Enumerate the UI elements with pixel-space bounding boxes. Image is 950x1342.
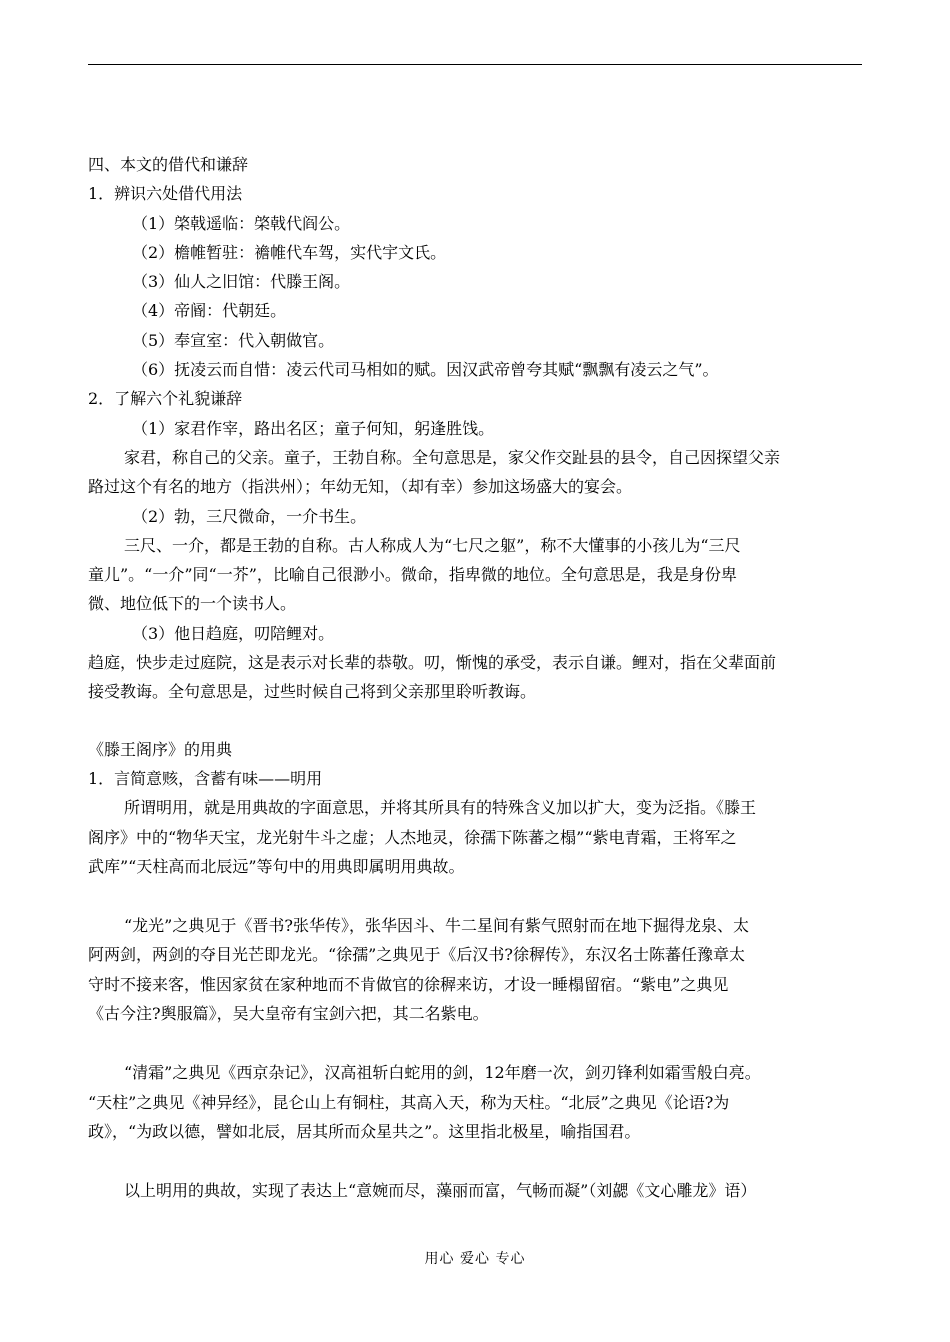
explanation-paragraph: 三尺、一介，都是王勃的自称。古人称成人为“七尺之躯”，称不大懂事的小孩儿为“三尺 童儿”。“一介”同“一芥”，比喻自己很渺小。微命，指卑微的地位。全句意思是，我是身份卑 微、地位低下的一个读书人。 bbox=[88, 535, 741, 614]
spacer bbox=[88, 1146, 862, 1176]
section-heading: 四、本文的借代和谦辞 bbox=[88, 155, 249, 174]
allusion-title: 《滕王阁序》的用典 bbox=[88, 739, 233, 759]
quote-line: （1）家君作宰，路出名区；童子何知，躬逢胜饯。 bbox=[132, 418, 495, 438]
document-body bbox=[88, 150, 862, 1206]
spacer bbox=[88, 707, 862, 735]
explanation-paragraph: 趋庭，快步走过庭院，这是表示对长辈的恭敬。叨，惭愧的承受，表示自谦。鲤对，指在父辈面前 接受教诲。全句意思是，过些时候自己将到父亲那里聆听教诲。 bbox=[88, 653, 777, 702]
spacer bbox=[88, 881, 862, 911]
quote-line: （2）勃，三尺微命，一介书生。 bbox=[132, 506, 367, 526]
body-paragraph: 所谓明用，就是用典故的字面意思，并将其所具有的特殊含义加以扩大，变为泛指。《滕王 阁序》中的“物华天宝，龙光射牛斗之虚；人杰地灵，徐孺下陈蕃之榻”“紫电青霜，王将军之 武库”“天柱高而北辰远”等句中的用典即属明用典故。 bbox=[88, 798, 757, 876]
list-item: （6）抚凌云而自惜：凌云代司马相如的赋。因汉武帝曾夸其赋“飘飘有凌云之气”。 bbox=[132, 360, 719, 380]
list-item: （1）棨戟遥临：棨戟代阎公。 bbox=[132, 213, 351, 233]
subheading-borrowing: 1．辨识六处借代用法 bbox=[88, 184, 243, 204]
list-item: （4）帝阍：代朝廷。 bbox=[132, 301, 287, 321]
subheading-modesty: 2．了解六个礼貌谦辞 bbox=[88, 389, 243, 409]
page-footer: 用心 爱心 专心 bbox=[424, 1251, 526, 1267]
subheading-explicit-use: 1．言简意赅，含蓄有味——明用 bbox=[88, 768, 323, 788]
list-item: （5）奉宣室：代入朝做官。 bbox=[132, 330, 335, 350]
list-item: （2）檐帷暂驻：襜帷代车驾，实代宇文氏。 bbox=[132, 242, 447, 262]
spacer bbox=[88, 1028, 862, 1058]
explanation-paragraph: 家君，称自己的父亲。童子，王勃自称。全句意思是，家父作交趾县的县令，自己因探望父亲 路过这个有名的地方（指洪州）；年幼无知，（却有幸）参加这场盛大的宴会。 bbox=[88, 447, 781, 497]
list-item: （3）仙人之旧馆：代滕王阁。 bbox=[132, 272, 351, 292]
body-paragraph: “龙光”之典见于《晋书?张华传》，张华因斗、牛二星间有紫气照射而在地下掘得龙泉、太 阿两剑，两剑的夺目光芒即龙光。“徐孺”之典见于《后汉书?徐稺传》，东汉名士陈蕃任豫章太 守时不接来客，惟因家贫在家种地而不肯做官的徐稺来访，才设一睡榻留宿。“紫电”之典见 《古今注?舆服篇》，吴大皇帝有宝剑六把，其二名紫电。 bbox=[88, 916, 749, 1024]
quote-line: （3）他日趋庭，叨陪鲤对。 bbox=[132, 623, 335, 643]
body-paragraph: 以上明用的典故，实现了表达上“意婉而尽，藻丽而富，气畅而凝”（刘勰《文心雕龙》语） bbox=[124, 1181, 757, 1201]
body-paragraph: “清霜”之典见《西京杂记》，汉高祖斩白蛇用的剑，12年磨一次，剑刃锋利如霜雪般白亮。 “天柱”之典见《神异经》，昆仑山上有铜柱，其高入天，称为天柱。“北辰”之典见《论语?为 政》，“为政以德，譬如北辰，居其所而众星共之”。这里指北极星，喻指国君。 bbox=[88, 1063, 761, 1141]
header-rule bbox=[88, 64, 862, 65]
